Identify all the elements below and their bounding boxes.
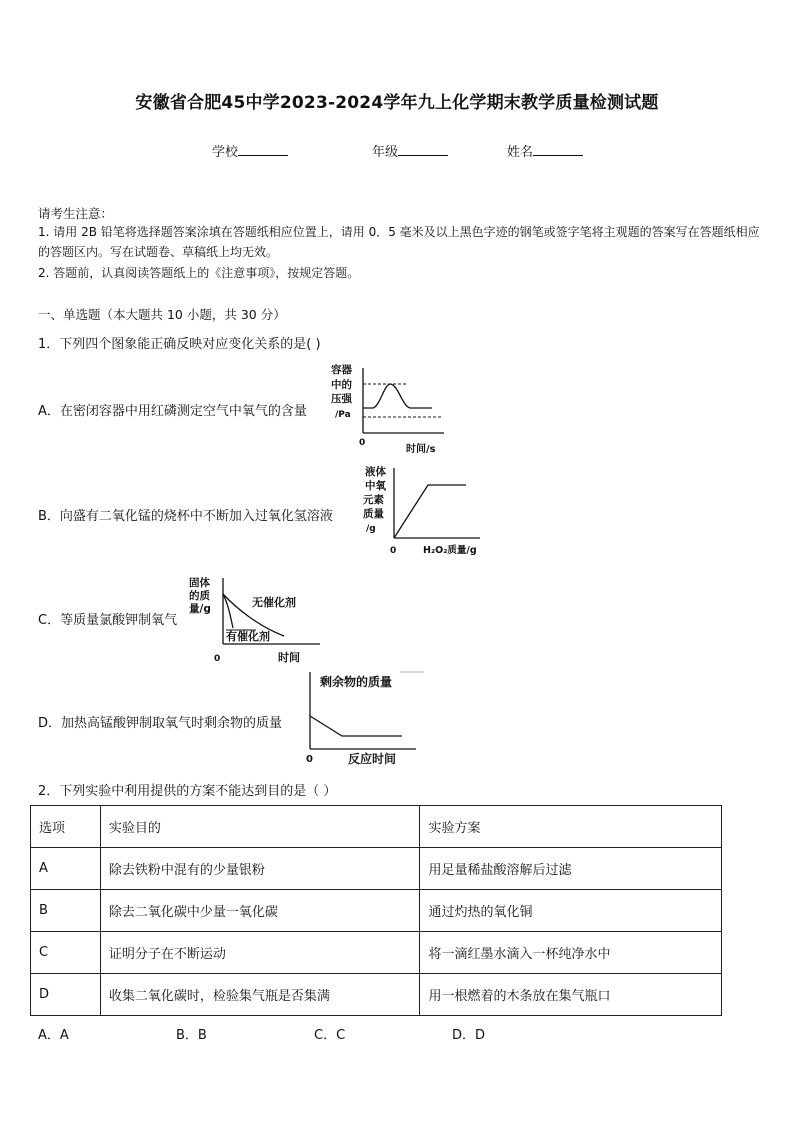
table-cell: 将一滴红墨水滴入一杯纯净水中 — [420, 932, 722, 974]
graph-a-curve — [363, 384, 432, 408]
section-heading: 一、单选题（本大题共 10 小题，共 30 分） — [38, 307, 286, 322]
table-cell: 用足量稀盐酸溶解后过滤 — [420, 848, 722, 890]
graph-a-origin: 0 — [359, 438, 366, 448]
graph-a — [328, 360, 448, 458]
graph-d-ylabel: 剩余物的质量 — [320, 675, 393, 689]
question-1-stem: 1．下列四个图象能正确反映对应变化关系的是( ) — [38, 337, 321, 352]
graph-c-origin: 0 — [214, 654, 221, 664]
graph-a-ylabel-line: /Pa — [335, 410, 351, 420]
graph-a-xlabel: 时间/s — [406, 444, 436, 455]
table-cell: C — [31, 932, 101, 974]
name-field — [507, 141, 583, 160]
table-cell: A — [31, 848, 101, 890]
table-row — [31, 974, 722, 1016]
table-header-cell: 选项 — [31, 806, 101, 848]
experiment-table — [30, 805, 722, 1016]
name-label: 姓名 — [507, 145, 534, 160]
graph-c-ylabel-line: 固体 — [189, 577, 210, 589]
graph-c — [186, 574, 326, 666]
school-label: 学校 — [212, 145, 239, 160]
table-cell: 用一根燃着的木条放在集气瓶口 — [420, 974, 722, 1016]
table-cell: 除去二氧化碳中少量一氧化碳 — [100, 890, 420, 932]
table-header-cell: 实验目的 — [100, 806, 420, 848]
table-cell: B — [31, 890, 101, 932]
table-row — [31, 848, 722, 890]
graph-a-ylabel-line: 压强 — [331, 393, 352, 405]
graph-b-origin: 0 — [390, 546, 397, 556]
graph-a-ylabel-line: 中的 — [331, 379, 352, 391]
graph-a-ylabel-line: 容器 — [331, 364, 352, 376]
graph-c-ylabel-line: 的质 — [189, 590, 210, 602]
graph-b-ylabel-line: /g — [366, 524, 376, 534]
graph-d-origin: 0 — [306, 754, 313, 765]
graph-c-label-no-catalyst: 无催化剂 — [252, 596, 296, 609]
grade-field — [372, 141, 448, 160]
name-blank — [533, 143, 583, 156]
q2-answer-d: D．D — [452, 1028, 486, 1043]
graph-b — [360, 463, 485, 560]
note-item-1: 1. 请用 2B 铅笔将选择题答案涂填在答题纸相应位置上，请用 0．5 毫米及以上黑色字迹的钢笔或签字笔将主观题的答案写在答题纸相应的答题区内。写在试题卷、草稿纸上均无效。 — [38, 225, 760, 259]
q2-answer-b: B．B — [176, 1028, 207, 1043]
q1-option-d: D．加热高锰酸钾制取氧气时剩余物的质量 — [38, 716, 283, 731]
graph-b-ylabel-line: 质量 — [363, 508, 384, 520]
table-header-row — [31, 806, 722, 848]
notes-heading: 请考生注意： — [38, 206, 114, 221]
school-field — [212, 141, 288, 160]
table-header-cell: 实验方案 — [420, 806, 722, 848]
graph-b-ylabel-line: 元素 — [363, 494, 384, 506]
graph-d-xlabel: 反应时间 — [348, 752, 397, 766]
q1-option-b: B．向盛有二氧化锰的烧杯中不断加入过氧化氢溶液 — [38, 509, 333, 524]
table-cell: 证明分子在不断运动 — [100, 932, 420, 974]
q2-answer-c: C．C — [314, 1028, 346, 1043]
page-title: 安徽省合肥45中学2023-2024学年九上化学期末教学质量检测试题 — [135, 93, 659, 113]
graph-b-ylabel-line: 中氧 — [365, 480, 386, 492]
school-blank — [238, 143, 288, 156]
question-2-stem: 2．下列实验中利用提供的方案不能达到目的是（ ） — [38, 784, 337, 799]
q1-option-a: A．在密闭容器中用红磷测定空气中氧气的含量 — [38, 404, 307, 419]
graph-b-line — [394, 485, 466, 538]
table-row — [31, 890, 722, 932]
table-cell: 通过灼热的氧化铜 — [420, 890, 722, 932]
graph-d — [302, 668, 427, 768]
graph-c-xlabel: 时间 — [278, 651, 300, 664]
graph-d-line — [310, 716, 402, 736]
table-cell: 除去铁粉中混有的少量银粉 — [100, 848, 420, 890]
q1-option-c: C．等质量氯酸钾制氧气 — [38, 613, 178, 628]
graph-b-ylabel-line: 液体 — [365, 466, 386, 478]
q2-answer-a: A．A — [38, 1028, 69, 1043]
note-item-2: 2. 答题前，认真阅读答题纸上的《注意事项》，按规定答题。 — [38, 266, 360, 280]
graph-b-xlabel: H₂O₂质量/g — [423, 545, 477, 556]
graph-c-ylabel-line: 量/g — [189, 603, 211, 615]
table-cell: 收集二氧化碳时，检验集气瓶是否集满 — [100, 974, 420, 1016]
graph-c-label-catalyst: 有催化剂 — [226, 630, 270, 643]
grade-blank — [398, 143, 448, 156]
table-row — [31, 932, 722, 974]
table-cell: D — [31, 974, 101, 1016]
grade-label: 年级 — [372, 145, 399, 160]
